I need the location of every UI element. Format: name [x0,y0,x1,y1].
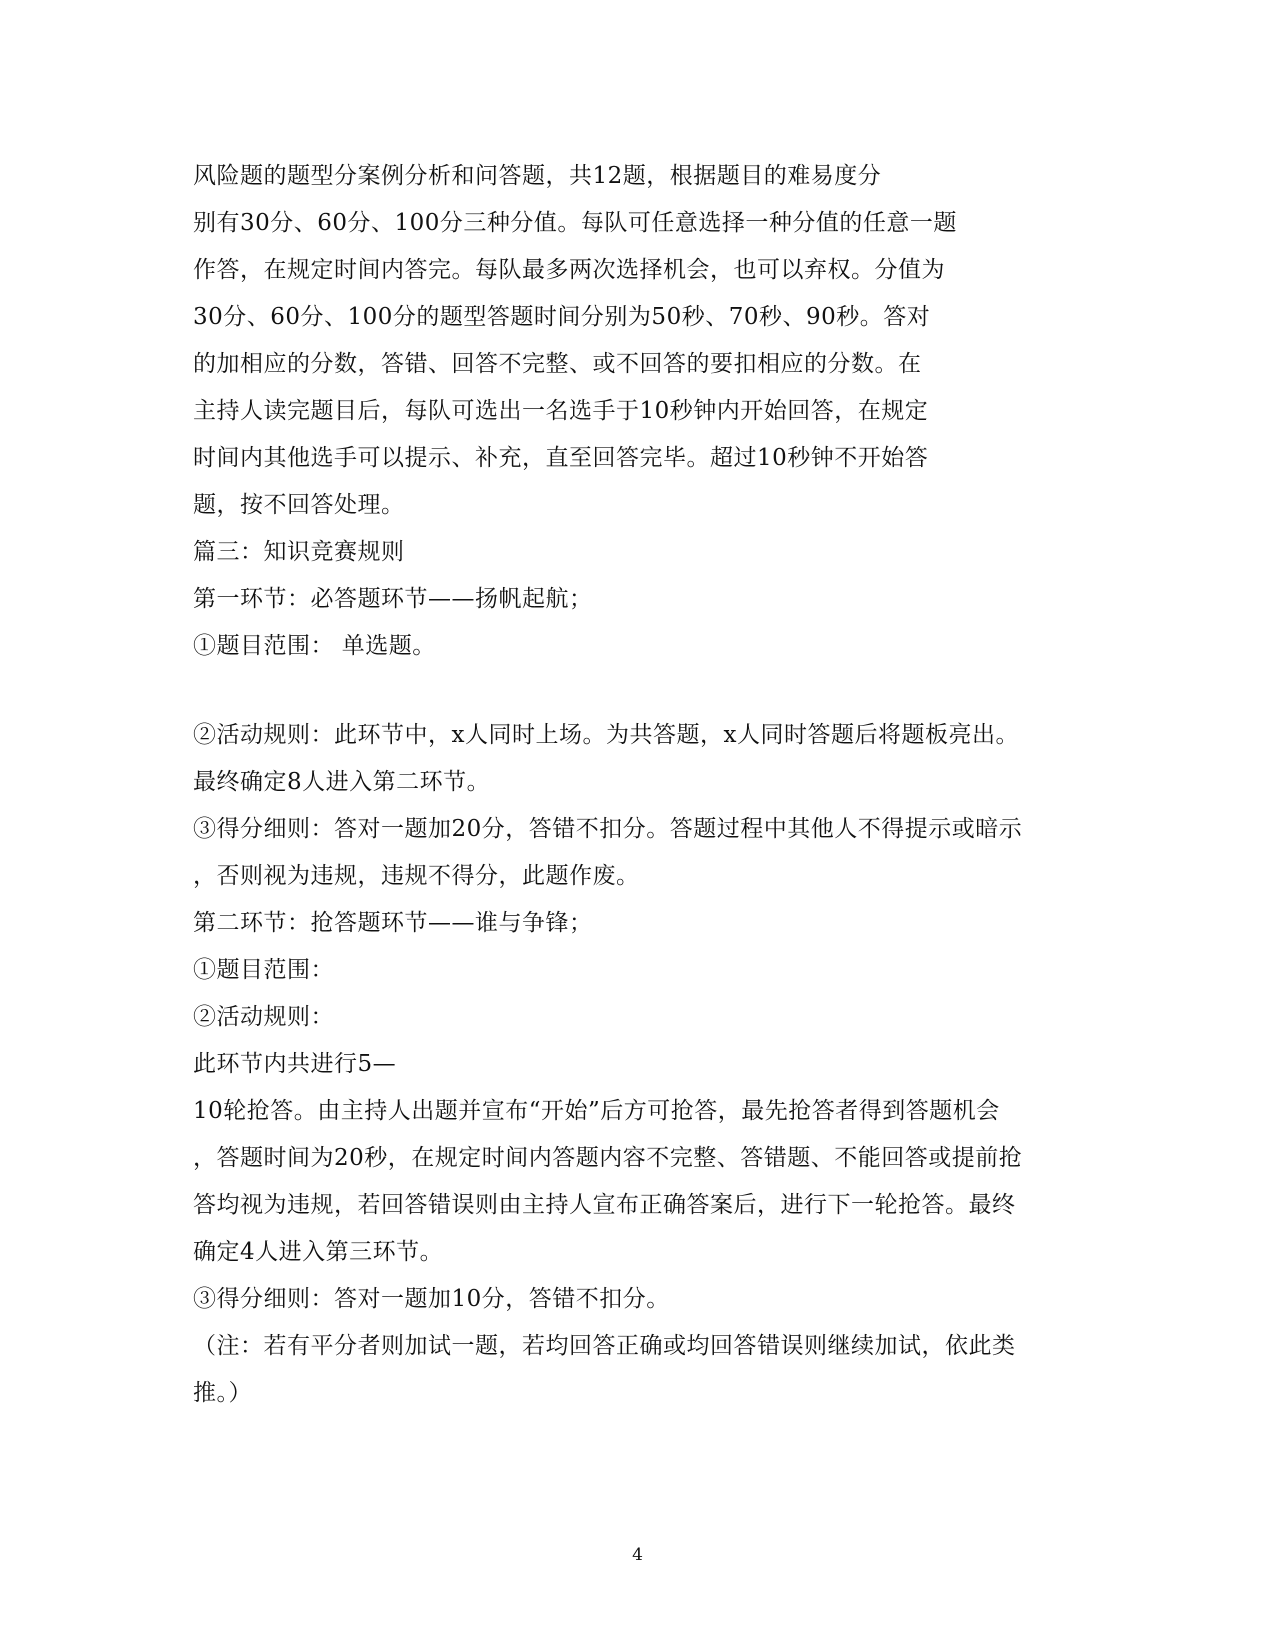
paragraph-line: 确定4人进入第三环节。 [193,1239,444,1265]
paragraph-line: 作答，在规定时间内答完。每队最多两次选择机会，也可以弃权。分值为 [193,257,945,283]
list-item: ②活动规则： [193,1004,334,1030]
stage-heading: 第一环节：必答题环节——扬帆起航； [193,586,593,612]
list-item: ②活动规则：此环节中，x人同时上场。为共答题，x人同时答题后将题板亮出。 [193,722,1019,748]
paragraph-line: 30分、60分、100分的题型答题时间分别为50秒、70秒、90秒。答对 [193,304,931,330]
paragraph-line: 别有30分、60分、100分三种分值。每队可任意选择一种分值的任意一题 [193,210,957,236]
paragraph-line: 风险题的题型分案例分析和问答题，共12题，根据题目的难易度分 [193,163,882,189]
paragraph-line: 时间内其他选手可以提示、补充，直至回答完毕。超过10秒钟不开始答 [193,445,929,471]
paragraph-line: 最终确定8人进入第二环节。 [193,769,491,795]
stage-heading: 第二环节：抢答题环节——谁与争锋； [193,910,593,936]
list-item: ①题目范围： 单选题。 [193,633,436,659]
paragraph-line: 的加相应的分数，答错、回答不完整、或不回答的要扣相应的分数。在 [193,351,922,377]
paragraph-line: 题，按不回答处理。 [193,492,405,518]
paragraph-line: 主持人读完题目后，每队可选出一名选手于10秒钟内开始回答，在规定 [193,398,929,424]
page-number: 4 [632,1545,643,1565]
section-heading: 篇三：知识竞赛规则 [193,539,405,565]
paragraph-line: 答均视为违规，若回答错误则由主持人宣布正确答案后，进行下一轮抢答。最终 [193,1192,1016,1218]
paragraph-line: ，否则视为违规，违规不得分，此题作废。 [193,863,640,889]
paragraph-line: ，答题时间为20秒，在规定时间内答题内容不完整、答错题、不能回答或提前抢 [193,1145,1023,1171]
note-line: （注：若有平分者则加试一题，若均回答正确或均回答错误则继续加试，依此类 [193,1333,1016,1359]
paragraph-line: 10轮抢答。由主持人出题并宣布“开始”后方可抢答，最先抢答者得到答题机会 [193,1098,1000,1124]
paragraph-line: 此环节内共进行5— [193,1051,397,1077]
list-item: ③得分细则：答对一题加20分，答错不扣分。答题过程中其他人不得提示或暗示 [193,816,1023,842]
list-item: ③得分细则：答对一题加10分，答错不扣分。 [193,1286,670,1312]
note-line: 推。） [193,1380,252,1406]
list-item: ①题目范围： [193,957,334,983]
